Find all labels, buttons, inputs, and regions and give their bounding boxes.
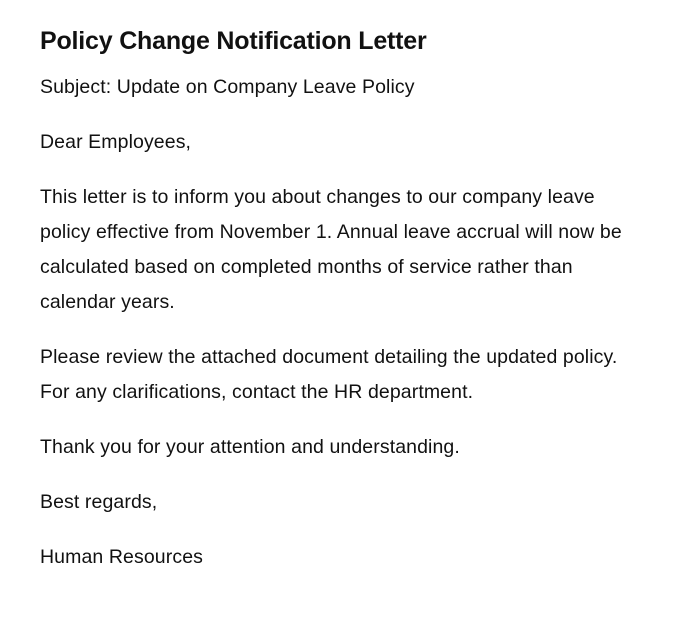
letter-title: Policy Change Notification Letter [40,27,427,55]
letter-thanks: Thank you for your attention and understanding. [40,436,460,458]
letter-body-paragraph-1: This letter is to inform you about changes to our company leave policy effective from November 1. Annual leave accrual will now be calculated based on completed months of service rather than calendar years. [40,186,622,313]
letter-closing: Best regards, [40,491,158,513]
letter-body-paragraph-2: Please review the attached document detailing the updated policy. For any clarifications, contact the HR department. [40,346,618,403]
letter [40,24,640,595]
letter-greeting: Dear Employees, [40,131,192,153]
letter-signature: Human Resources [40,546,203,568]
letter-subject: Subject: Update on Company Leave Policy [40,76,415,98]
